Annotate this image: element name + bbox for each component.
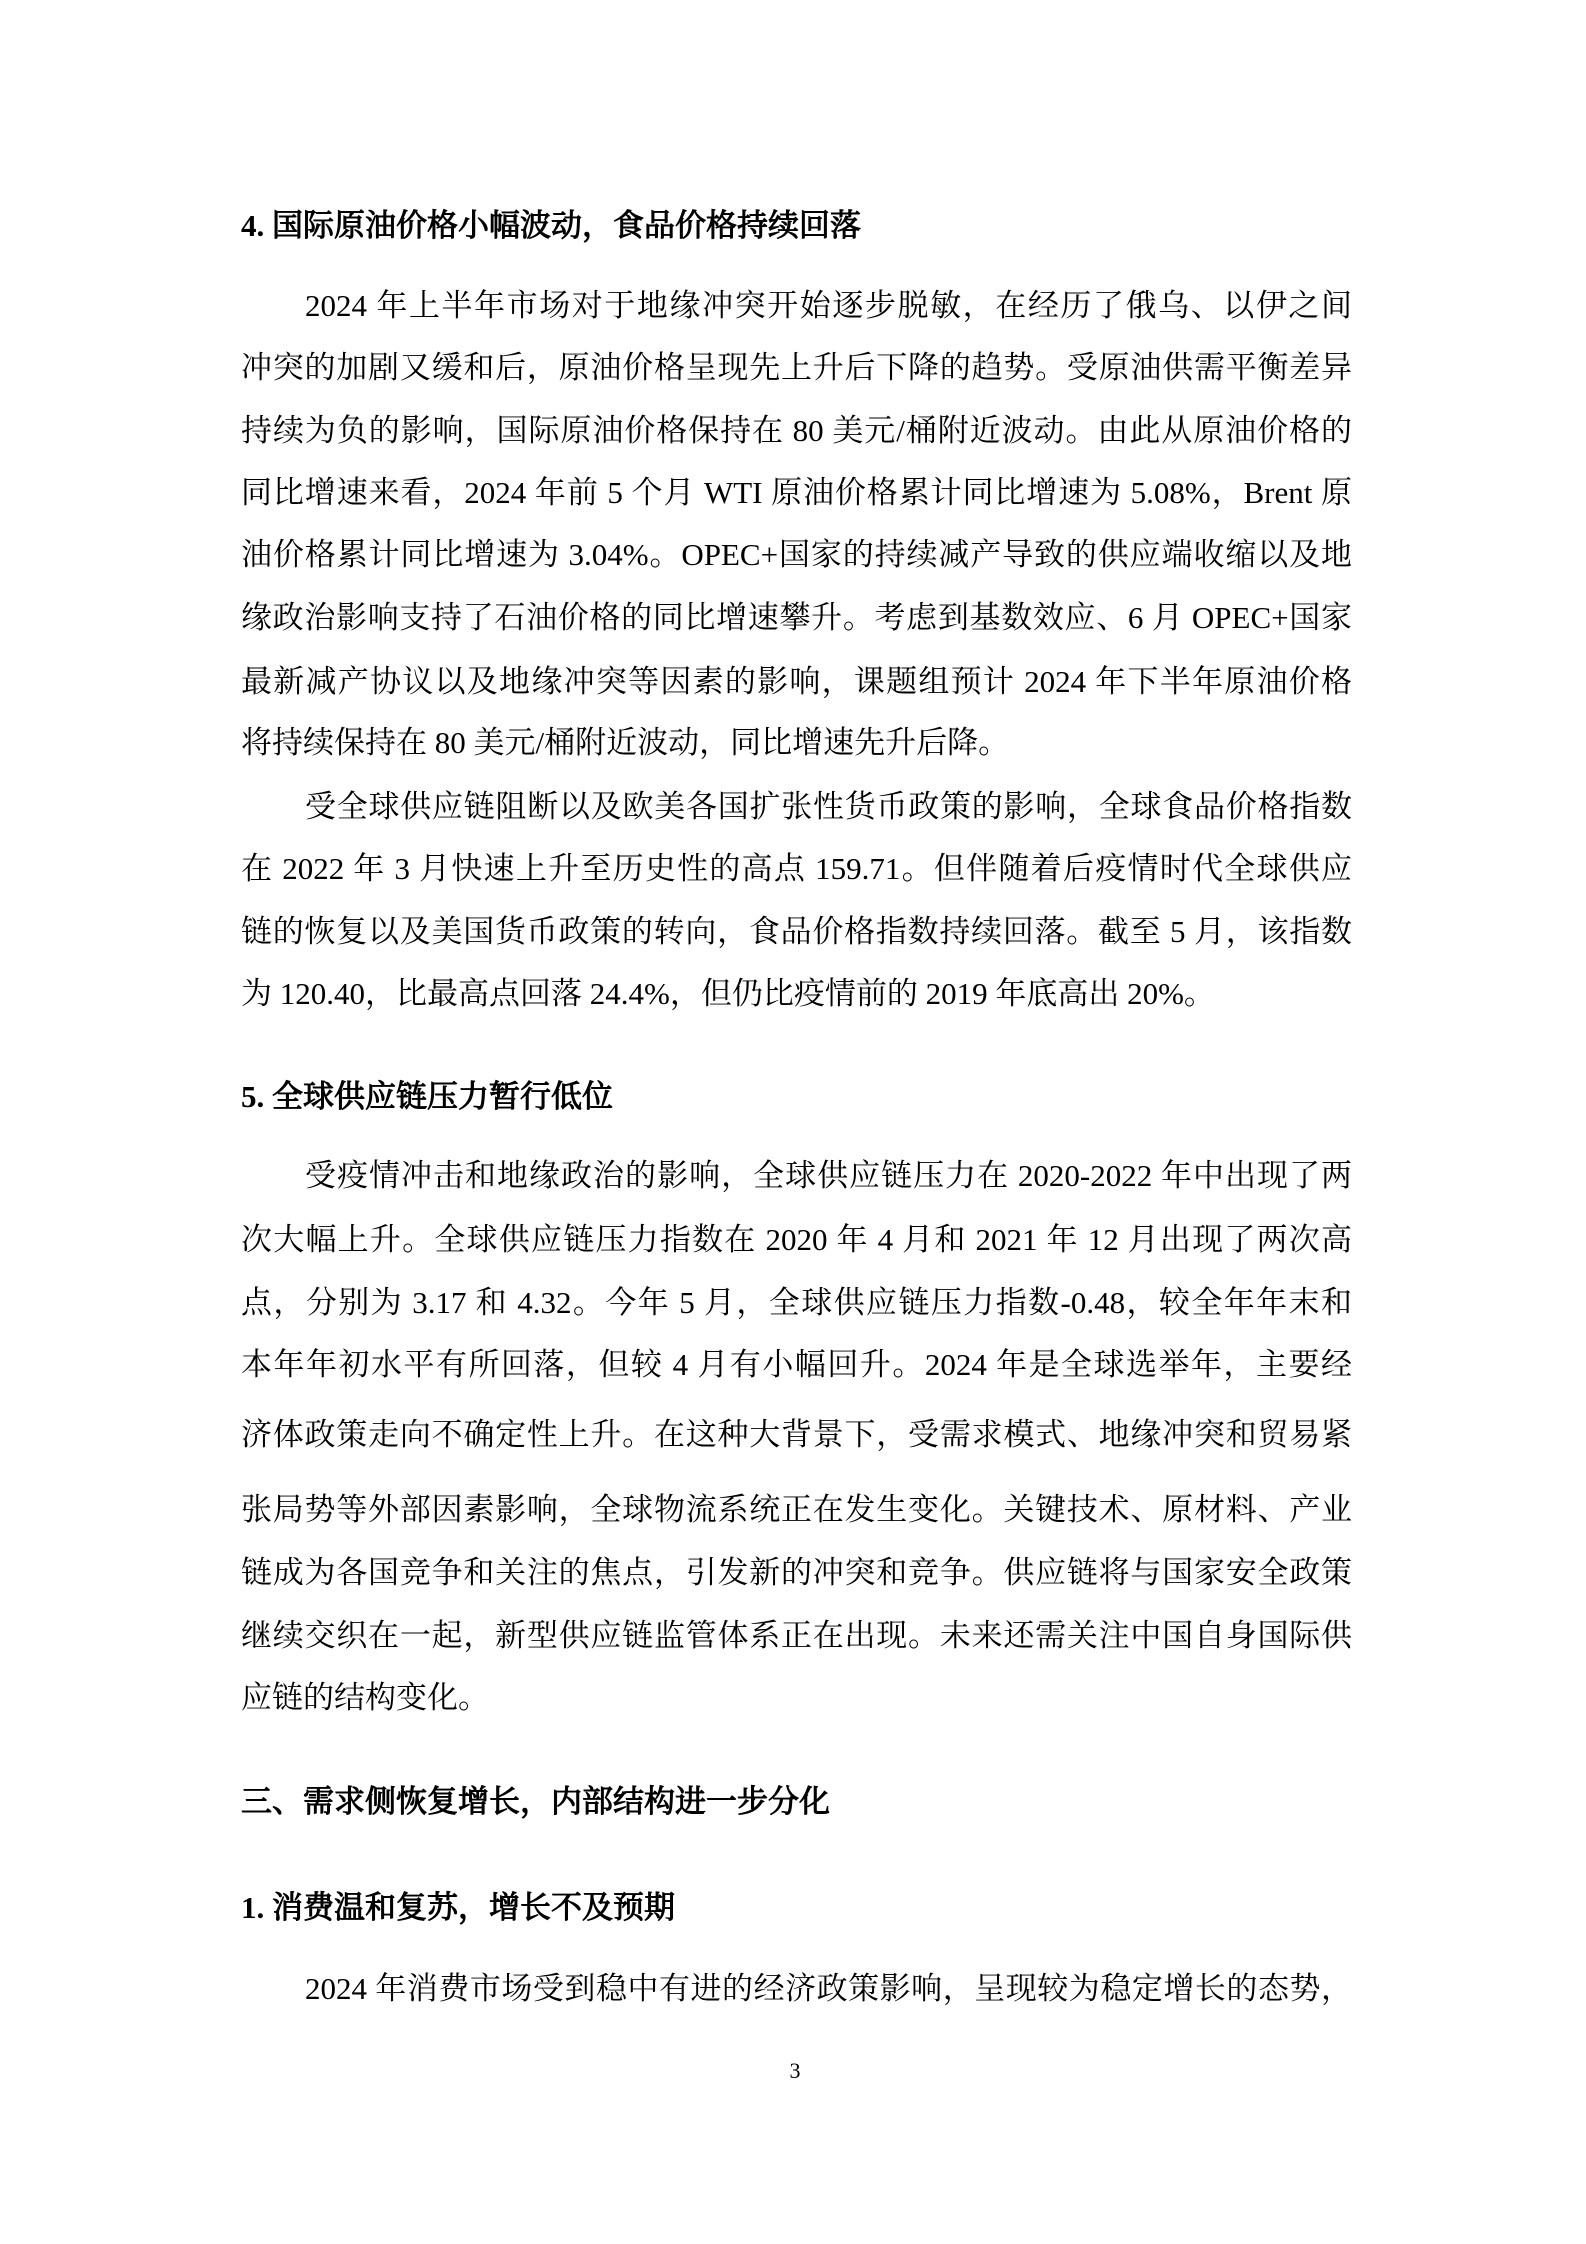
text-line: 本年年初水平有所回落，但较 4 月有小幅回升。2024 年是全球选举年，主要经 [241, 1347, 1352, 1382]
text-line: 持续为负的影响，国际原油价格保持在 80 美元/桶附近波动。由此从原油价格的 [241, 413, 1352, 448]
text-line: 在 2022 年 3 月快速上升至历史性的高点 159.71。但伴随着后疫情时代全球供应 [241, 851, 1352, 886]
text-line: 次大幅上升。全球供应链压力指数在 2020 年 4 月和 2021 年 12 月出现了两次高 [241, 1222, 1352, 1257]
text-line: 最新减产协议以及地缘冲突等因素的影响，课题组预计 2024 年下半年原油价格 [241, 664, 1352, 699]
page-number: 3 [789, 2058, 801, 2083]
text-line: 将持续保持在 80 美元/桶附近波动，同比增速先升后降。 [241, 725, 1010, 760]
text-line: 链的恢复以及美国货币政策的转向，食品价格指数持续回落。截至 5 月，该指数 [241, 914, 1352, 949]
text-line: 为 120.40，比最高点回落 24.4%，但仍比疫情前的 2019 年底高出 20%。 [241, 976, 1215, 1011]
section-heading-oil-food: 4. 国际原油价格小幅波动，食品价格持续回落 [241, 208, 861, 243]
text-line: 受疫情冲击和地缘政治的影响，全球供应链压力在 2020-2022 年中出现了两 [305, 1158, 1352, 1193]
chapter-heading-demand: 三、需求侧恢复增长，内部结构进一步分化 [241, 1784, 830, 1819]
text-line: 张局势等外部因素影响，全球物流系统正在发生变化。关键技术、原材料、产业 [241, 1492, 1352, 1527]
text-line: 受全球供应链阻断以及欧美各国扩张性货币政策的影响，全球食品价格指数 [305, 789, 1352, 824]
text-line: 冲突的加剧又缓和后，原油价格呈现先上升后下降的趋势。受原油供需平衡差异 [241, 350, 1352, 385]
section-heading-consumption: 1. 消费温和复苏，增长不及预期 [241, 1890, 675, 1925]
text-line: 点，分别为 3.17 和 4.32。今年 5 月，全球供应链压力指数-0.48，较全年年末和 [241, 1285, 1352, 1320]
text-line: 应链的结构变化。 [241, 1680, 489, 1715]
section-heading-supply-chain: 5. 全球供应链压力暂行低位 [241, 1079, 613, 1114]
text-line: 链成为各国竞争和关注的焦点，引发新的冲突和竞争。供应链将与国家安全政策 [241, 1555, 1352, 1590]
text-line: 继续交织在一起，新型供应链监管体系正在出现。未来还需关注中国自身国际供 [241, 1618, 1352, 1653]
text-line: 同比增速来看，2024 年前 5 个月 WTI 原油价格累计同比增速为 5.08%，Brent 原 [241, 475, 1352, 510]
text-line: 济体政策走向不确定性上升。在这种大背景下，受需求模式、地缘冲突和贸易紧 [241, 1417, 1352, 1452]
text-line: 2024 年上半年市场对于地缘冲突开始逐步脱敏，在经历了俄乌、以伊之间 [305, 288, 1352, 323]
text-line: 油价格累计同比增速为 3.04%。OPEC+国家的持续减产导致的供应端收缩以及地 [241, 537, 1352, 572]
text-line: 2024 年消费市场受到稳中有进的经济政策影响，呈现较为稳定增长的态势， [305, 1971, 1352, 2006]
text-line: 缘政治影响支持了石油价格的同比增速攀升。考虑到基数效应、6 月 OPEC+国家 [241, 600, 1352, 635]
